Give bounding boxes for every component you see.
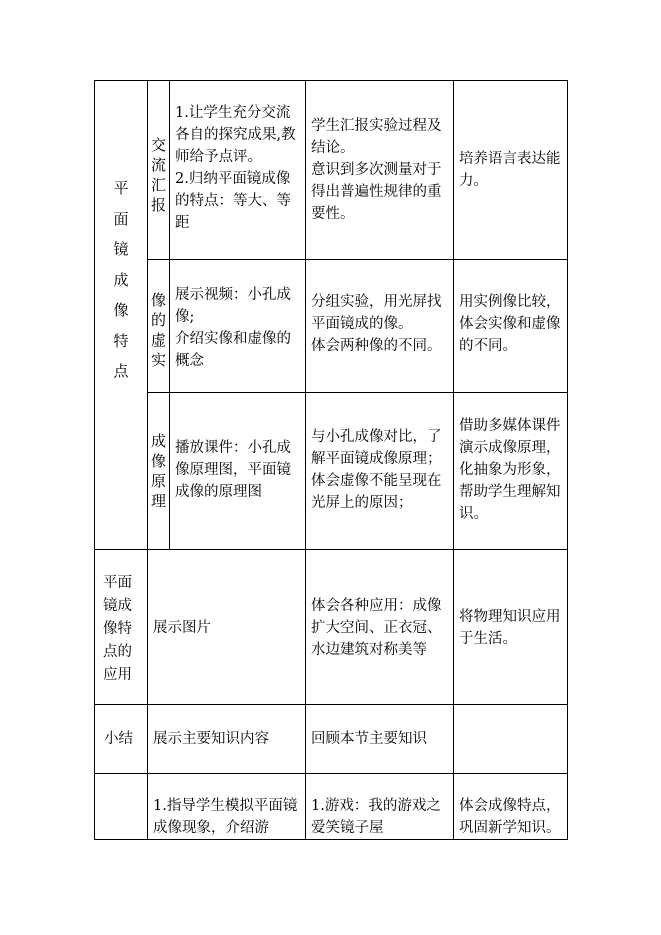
text-line: 意识到多次测量对于得出普遍性规律的重要性。 xyxy=(311,162,442,222)
text-line: 体会两种像的不同。 xyxy=(311,338,442,354)
design-intent xyxy=(459,415,565,525)
teacher-activity: 展示主要知识内容 xyxy=(153,731,269,747)
title-char: 平 xyxy=(113,179,129,197)
student-activity: 1.游戏：我的游戏之爱笑镜子屋 xyxy=(311,798,441,836)
text-line: 学生汇报实验过程及结论。 xyxy=(311,118,442,156)
border-top xyxy=(94,80,568,81)
row-line-3 xyxy=(94,773,568,774)
label-char: 实 xyxy=(150,351,166,369)
label-char: 流 xyxy=(150,156,166,174)
teacher-activity xyxy=(175,102,303,234)
text-line: 培养语言表达能力。 xyxy=(459,151,561,189)
border-right xyxy=(567,80,568,840)
teacher-activity xyxy=(175,284,303,372)
design-intent xyxy=(459,148,563,192)
title-char: 点 xyxy=(113,362,129,380)
row-line-sub-1 xyxy=(147,259,568,260)
student-activity xyxy=(311,291,451,357)
label-char: 成 xyxy=(150,432,166,450)
text-line: 播放课件：小孔成像原理图，平面镜成像的原理图 xyxy=(175,440,291,500)
student-activity: 回顾本节主要知识 xyxy=(311,731,427,747)
border-bottom xyxy=(94,839,568,840)
section2-title: 平面镜成像特点的应用 xyxy=(103,575,132,683)
text-line: 1.让学生充分交流各自的探究成果,教师给予点评。 xyxy=(175,105,296,165)
row-label-real-virtual xyxy=(148,290,169,370)
text-line: 展示视频：小孔成像; xyxy=(175,287,291,325)
student-activity: 体会各种应用：成像扩大空间、正衣冠、水边建筑对称美等 xyxy=(311,598,442,658)
student-activity xyxy=(311,115,451,225)
label-char: 汇 xyxy=(150,176,166,194)
label-char: 理 xyxy=(150,492,166,510)
text-line: 2.归纳平面镜成像的特点：等大、等距 xyxy=(175,171,291,231)
design-intent: 体会成像特点，巩固新学知识。 xyxy=(459,798,561,836)
label-char: 原 xyxy=(150,472,166,490)
row-line-sub-2 xyxy=(147,392,568,393)
design-intent xyxy=(459,291,565,357)
teacher-activity: 1.指导学生模拟平面镜成像现象，介绍游 xyxy=(153,798,298,836)
section1-title xyxy=(95,173,147,387)
col-line-3 xyxy=(305,80,306,840)
student-activity xyxy=(311,426,451,514)
title-char: 特 xyxy=(113,331,129,350)
title-char: 面 xyxy=(113,209,129,228)
label-char: 虚 xyxy=(150,331,166,349)
row-line-2 xyxy=(94,704,568,705)
teacher-activity: 展示图片 xyxy=(153,620,211,636)
section3-title: 小结 xyxy=(104,731,133,747)
title-char: 成 xyxy=(113,270,129,289)
design-intent: 将物理知识应用于生活。 xyxy=(459,609,561,647)
label-char: 的 xyxy=(150,311,166,329)
row-label-exchange xyxy=(148,135,169,215)
text-line: 介绍实像和虚像的概念 xyxy=(175,331,291,369)
label-char: 像 xyxy=(150,452,166,470)
row-label-principle xyxy=(148,431,169,511)
col-line-2 xyxy=(169,80,170,549)
col-line-4 xyxy=(453,80,454,840)
teacher-activity xyxy=(175,437,303,503)
text-line: 与小孔成像对比，了解平面镜成像原理； xyxy=(311,429,442,467)
label-char: 报 xyxy=(150,196,166,214)
text-line: 体会虚像不能呈现在光屏上的原因； xyxy=(311,473,442,511)
text-line: 借助多媒体课件演示成像原理，化抽象为形象，帮助学生理解知识。 xyxy=(459,418,561,522)
label-char: 交 xyxy=(150,136,166,154)
label-char: 像 xyxy=(150,291,166,309)
lesson-plan-table xyxy=(94,80,568,840)
text-line: 分组实验，用光屏找平面镜成的像。 xyxy=(311,294,442,332)
title-char: 镜 xyxy=(113,240,129,258)
text-line: 用实例像比较，体会实像和虚像的不同。 xyxy=(459,294,561,354)
row-line-1 xyxy=(94,549,568,550)
title-char: 像 xyxy=(113,301,129,319)
